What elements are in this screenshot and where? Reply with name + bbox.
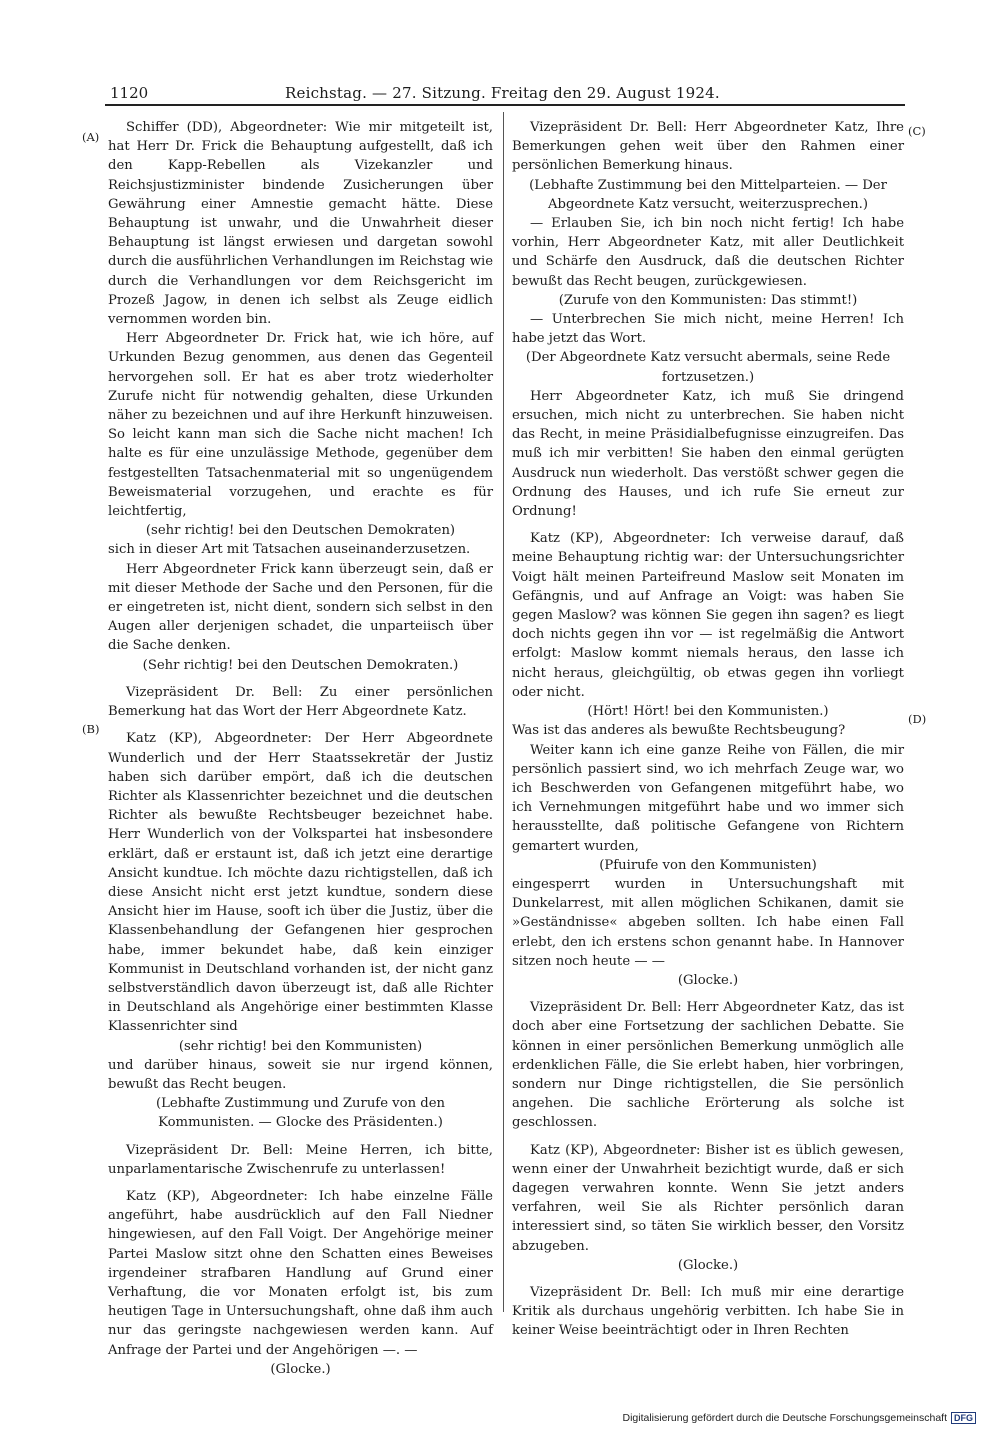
paragraph: Vizepräsident Dr. Bell: Meine Herren, ich bitte, unparlamentarische Zwischenrufe zu unterlassen!: [108, 1142, 493, 1177]
paragraph: Schiffer (DD), Abgeordneter: Wie mir mitgeteilt ist, hat Herr Dr. Frick die Behauptung aufgestellt, daß ich den Kapp-Rebellen als Vizekanzler und Reichsjustizminister bindende Zusicherungen über Gewährung einer Amnestie gemacht hätte. Diese Behauptung ist unwahr, und die Unwahrheit dieser Behauptung ist längst erwiesen und dargetan sowohl durch die ausführlichen Verhandlungen im Reichstag wie durch die Verhandlungen vor dem Reichsgericht im Prozeß Jagow, in denen ich selbst als Zeuge eidlich vernommen worden bin.: [108, 120, 493, 328]
footer-text: Digitalisierung gefördert durch die Deutsche Forschungsgemeinschaft: [622, 1412, 947, 1424]
paragraph: Katz (KP), Abgeordneter: Der Herr Abgeordnete Wunderlich und der Herr Staatssekretär der Justiz haben sich darüber empört, daß ich die deutschen Richter als Klassenrichter bezeichnet und die deutschen Richter als bewußte Rechtsbeuger bezeichnet habe. Herr Wunderlich von der Volkspartei hat insbesondere erklärt, daß er erstaunt ist, daß ich jetzt eine derartige Ansicht kundtue. Ich möchte dazu richtigstellen, daß ich diese Ansicht nicht erst jetzt kundtue, sondern diese Ansicht hier im Hause, sooft ich über die Justiz, über die Klassenbehandlung der Gefangenen hier gesprochen habe, immer bekundet habe, daß kein einziger Kommunist in Deutschland vorhanden ist, der nicht ganz selbstverständlich davon überzeugt ist, daß alle Richter in Deutschland als Angehörige einer bestimmten Klasse Klassenrichter sind: [108, 731, 493, 1035]
paragraph: Vizepräsident Dr. Bell: Herr Abgeordneter Katz, Ihre Bemerkungen gehen weit über den Rahmen einer persönlichen Bemerkung hinaus.: [512, 120, 904, 174]
paragraph: Was ist das anderes als bewußte Rechtsbeugung?: [512, 723, 846, 739]
paragraph: — Erlauben Sie, ich bin noch nicht fertig! Ich habe vorhin, Herr Abgeordneter Katz, mit aller Deutlichkeit und Schärfe den Ausdruck, daß die deutschen Richter bewußt das Recht beugen, zurückgewiesen.: [512, 216, 904, 289]
interjection: (Glocke.): [677, 972, 739, 988]
paragraph: Katz (KP), Abgeordneter: Bisher ist es üblich gewesen, wenn einer der Unwahrheit bezichtigt wurde, daß er sich dagegen verwahren konnte. Wenn Sie jetzt anders verfahren, weil Sie als Richter persönlich daran interessiert sind, so täten Sie wirklich besser, den Vorsitz abzugeben.: [512, 1142, 904, 1254]
margin-marker-a: (A): [82, 130, 100, 144]
left-column: [108, 118, 493, 1379]
paragraph: Vizepräsident Dr. Bell: Ich muß mir eine derartige Kritik als durchaus ungehörig verbitten. Ich habe Sie in keiner Weise beeinträchtigt oder in Ihren Rechten: [512, 1284, 904, 1339]
interjection: (Glocke.): [270, 1361, 331, 1377]
paragraph: Katz (KP), Abgeordneter: Ich verweise darauf, daß meine Behauptung richtig war: der Untersuchungsrichter Voigt hält meinen Parteifreund Maslow seit Monaten im Gefängnis, und auf Anfrage an Voigt: was haben Sie gegen Maslow? was können Sie gegen ihn sagen? es liegt doch nichts gegen ihn vor — ist regelmäßig die Antwort erfolgt: Maslow kommt niemals heraus, den lasse ich nicht heraus, gleichgültig, ob etwas gegen ihn vorliegt oder nicht.: [512, 531, 904, 700]
right-column: [512, 118, 904, 1341]
paragraph: Herr Abgeordneter Dr. Frick hat, wie ich höre, auf Urkunden Bezug genommen, aus denen das Gegenteil hervorgehen soll. Er hat es aber trotz wiederholter Zurufe nicht für notwendig gehalten, diese Urkunden näher zu bezeichnen und auf ihre Herkunft hinzuweisen. So leicht kann man sich die Sache nicht machen! Ich halte es für eine unzulässige Methode, gegenüber dem festgestellten Tatsachenmaterial mit so ungenügendem Beweismaterial vorzugehen, und erachte es für leichtfertig,: [108, 331, 493, 520]
interjection: (Hört! Hört! bei den Kommunisten.): [587, 704, 829, 720]
interjection: (Lebhafte Zustimmung bei den Mittelparteien. — Der Abgeordnete Katz versucht, weiterzusprechen.): [529, 177, 887, 212]
margin-marker-d: (D): [908, 712, 927, 726]
paragraph: Katz (KP), Abgeordneter: Ich habe einzelne Fälle angeführt, habe ausdrücklich auf den Fall Niedner hingewiesen, auf den Fall Voigt. Der Angehörige meiner Partei Maslow sitzt ohne den Schatten eines Beweises irgendeiner strafbaren Handlung auf Grund einer Verhaftung, die vor Monaten erfolgt ist, bis zum heutigen Tage in Untersuchungshaft, ohne daß ihm auch nur das geringste nachgewiesen werden kann. Auf Anfrage der Partei und der Angehörigen —. —: [108, 1188, 493, 1358]
paragraph: Herr Abgeordneter Katz, ich muß Sie dringend ersuchen, mich nicht zu unterbrechen. Sie haben nicht das Recht, in meine Präsidialbefugnisse einzugreifen. Das muß ich mir verbitten! Sie haben den einmal gerügten Ausdruck nun wiederholt. Das verstößt schwer gegen die Ordnung des Hauses, und ich rufe Sie erneut zur Ordnung!: [512, 388, 904, 520]
interjection: (Der Abgeordnete Katz versucht abermals, seine Rede fortzusetzen.): [525, 350, 891, 385]
interjection: (Lebhafte Zustimmung und Zurufe von den Kommunisten. — Glocke des Präsidenten.): [155, 1096, 446, 1131]
interjection: (Sehr richtig! bei den Deutschen Demokraten.): [142, 657, 459, 673]
interjection: (sehr richtig! bei den Kommunisten): [178, 1038, 423, 1054]
interjection: (Zurufe von den Kommunisten: Das stimmt!): [558, 292, 858, 308]
paragraph: eingesperrt wurden in Untersuchungshaft mit Dunkelarrest, mit allen möglichen Schikanen, damit sie »Geständnisse« abgeben sollten. Ich habe einen Fall erlebt, den ich erstens schon genannt habe. In Hannover sitzen noch heute — —: [512, 876, 904, 969]
paragraph: — Unterbrechen Sie mich nicht, meine Herren! Ich habe jetzt das Wort.: [512, 312, 904, 347]
column-divider: [503, 112, 504, 1312]
interjection: (Pfuirufe von den Kommunisten): [599, 857, 817, 873]
page-number: 1120: [110, 84, 149, 102]
interjection: (sehr richtig! bei den Deutschen Demokraten): [145, 523, 456, 539]
margin-marker-c: (C): [908, 124, 926, 138]
paragraph: und darüber hinaus, soweit sie nur irgend können, bewußt das Recht beugen.: [108, 1057, 493, 1092]
margin-marker-b: (B): [82, 722, 100, 736]
paragraph: sich in dieser Art mit Tatsachen auseinanderzusetzen.: [108, 542, 471, 558]
paragraph: Herr Abgeordneter Frick kann überzeugt sein, daß er mit dieser Methode der Sache und den Personen, für die er eingetreten ist, nicht dient, sondern sich selbst in den Augen aller derjenigen schadet, die unparteiisch über die Sache denken.: [108, 561, 493, 654]
dfg-logo: DFG: [951, 1412, 976, 1424]
interjection: (Glocke.): [677, 1257, 739, 1273]
paragraph: Vizepräsident Dr. Bell: Zu einer persönlichen Bemerkung hat das Wort der Herr Abgeordnete Katz.: [108, 684, 493, 720]
paragraph: Weiter kann ich eine ganze Reihe von Fällen, die mir persönlich passiert sind, wo ich mehrfach Zeuge war, wo ich Beschwerden von Gefangenen mitgeführt habe, wo ich Vernehmungen mitgeführt habe und wo immer sich herausstellte, daß politische Gefangene von Richtern gemartert wurden,: [512, 742, 904, 854]
running-head: Reichstag. — 27. Sitzung. Freitag den 29. August 1924.: [285, 84, 720, 102]
footer-credit: [622, 1412, 976, 1424]
page-header: [110, 82, 910, 106]
header-rule: [105, 104, 905, 106]
paragraph: Vizepräsident Dr. Bell: Herr Abgeordneter Katz, das ist doch aber eine Fortsetzung der sachlichen Debatte. Sie können in einer persönlichen Bemerkung unmöglich alle erdenklichen Fälle, die Sie erlebt haben, hier vorbringen, sondern nur Dinge richtigstellen, die Sie persönlich angehen. Die sachliche Erörterung als solche ist geschlossen.: [512, 1000, 904, 1131]
